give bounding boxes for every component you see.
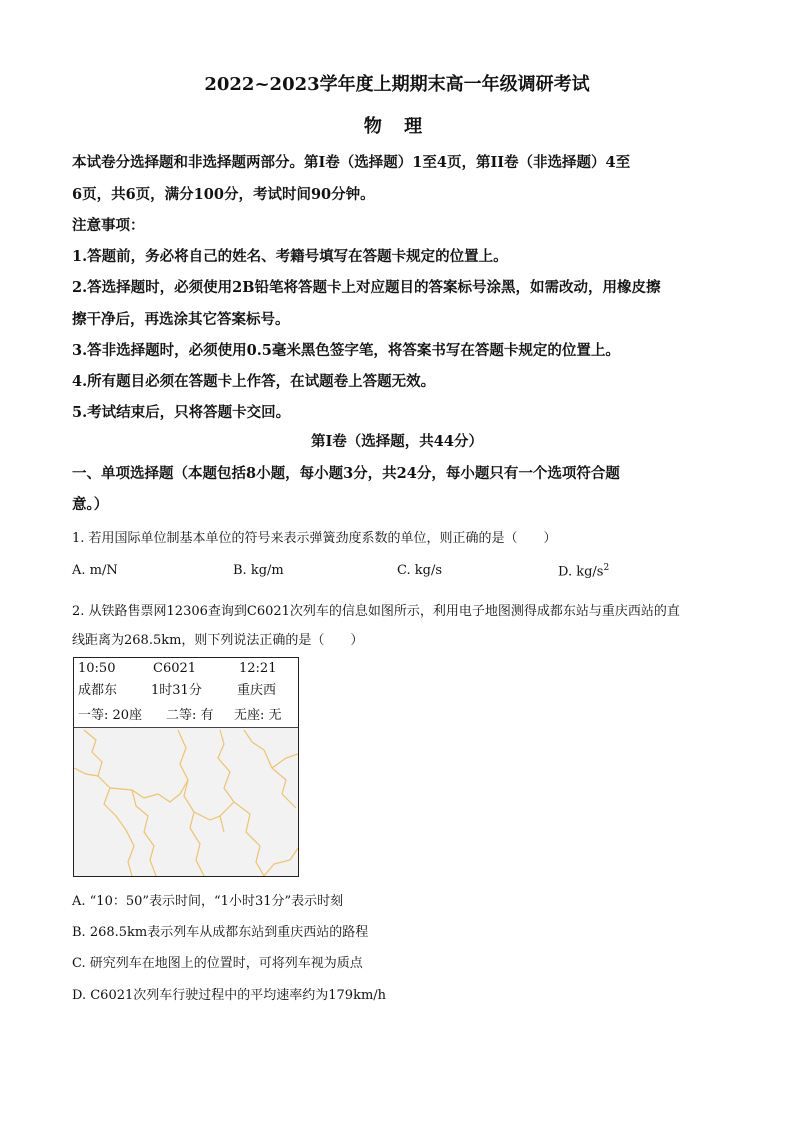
route-map-roads (74, 728, 298, 876)
notice-item: 1.答题前，务必将自己的姓名、考籍号填写在答题卡规定的位置上。 (72, 248, 508, 265)
intro-line: 6页，共6页，满分100分，考试时间90分钟。 (72, 186, 375, 203)
arrive-time: 12:21 (239, 661, 277, 676)
question-1-option-c: C. kg/s (397, 563, 442, 578)
from-station: 成都东 (78, 683, 118, 698)
part-heading: 一、单项选择题（本题包括8小题，每小题3分，共24分，每小题只有一个选项符合题 (72, 465, 620, 482)
notice-item: 3.答非选择题时，必须使用0.5毫米黑色签字笔，将答案书写在答题卡规定的位置上。 (72, 342, 620, 359)
no-seat: 无座: 无 (234, 708, 282, 723)
option-d-exponent: 2 (603, 563, 610, 573)
first-class-seats: 一等: 20座 (78, 708, 143, 723)
question-1-option-b: B. kg/m (233, 563, 284, 578)
notice-item: 擦干净后，再选涂其它答案标号。 (72, 311, 290, 328)
notice-item: 5.考试结束后，只将答题卡交回。 (72, 404, 291, 421)
question-1-option-d (558, 563, 609, 579)
notice-item: 4.所有题目必须在答题卡上作答，在试题卷上答题无效。 (72, 373, 436, 390)
second-class-seats: 二等: 有 (166, 708, 214, 723)
question-2-stem: 线距离为268.5km，则下列说法正确的是（ ） (72, 633, 364, 648)
part-heading: 意。） (72, 496, 109, 513)
question-2-stem: 2. 从铁路售票网12306查询到C6021次列车的信息如图所示，利用电子地图测得成都东站与重庆西站的直 (72, 604, 680, 619)
question-2-option-b: B. 268.5km表示列车从成都东站到重庆西站的路程 (72, 925, 369, 940)
question-2-option-a: A. “10：50”表示时间，“1小时31分”表示时刻 (72, 894, 344, 909)
train-ticket-figure (73, 657, 299, 877)
notice-heading: 注意事项： (72, 217, 145, 234)
route-map (74, 728, 298, 876)
trip-duration: 1时31分 (151, 683, 202, 698)
question-1-stem: 1. 若用国际单位制基本单位的符号来表示弹簧劲度系数的单位，则正确的是（ ） (72, 531, 557, 546)
exam-title: 2022~2023学年度上期期末高一年级调研考试 (204, 74, 590, 95)
subject-title: 物 理 (363, 116, 431, 137)
to-station: 重庆西 (237, 683, 277, 698)
question-1-option-a: A. m/N (72, 563, 118, 578)
notice-item: 2.答选择题时，必须使用2B铅笔将答题卡上对应题目的答案标号涂黑，如需改动，用橡皮擦 (72, 279, 661, 296)
train-number: C6021 (153, 661, 197, 676)
intro-line: 本试卷分选择题和非选择题两部分。第I卷（选择题）1至4页，第II卷（非选择题）4至 (72, 154, 631, 171)
question-2-option-d: D. C6021次列车行驶过程中的平均速率约为179km/h (72, 988, 387, 1003)
question-2-option-c: C. 研究列车在地图上的位置时，可将列车视为质点 (72, 956, 363, 971)
option-d-text: D. kg/s (558, 564, 604, 580)
section-title: 第I卷（选择题，共44分） (311, 433, 483, 450)
depart-time: 10:50 (78, 661, 116, 676)
